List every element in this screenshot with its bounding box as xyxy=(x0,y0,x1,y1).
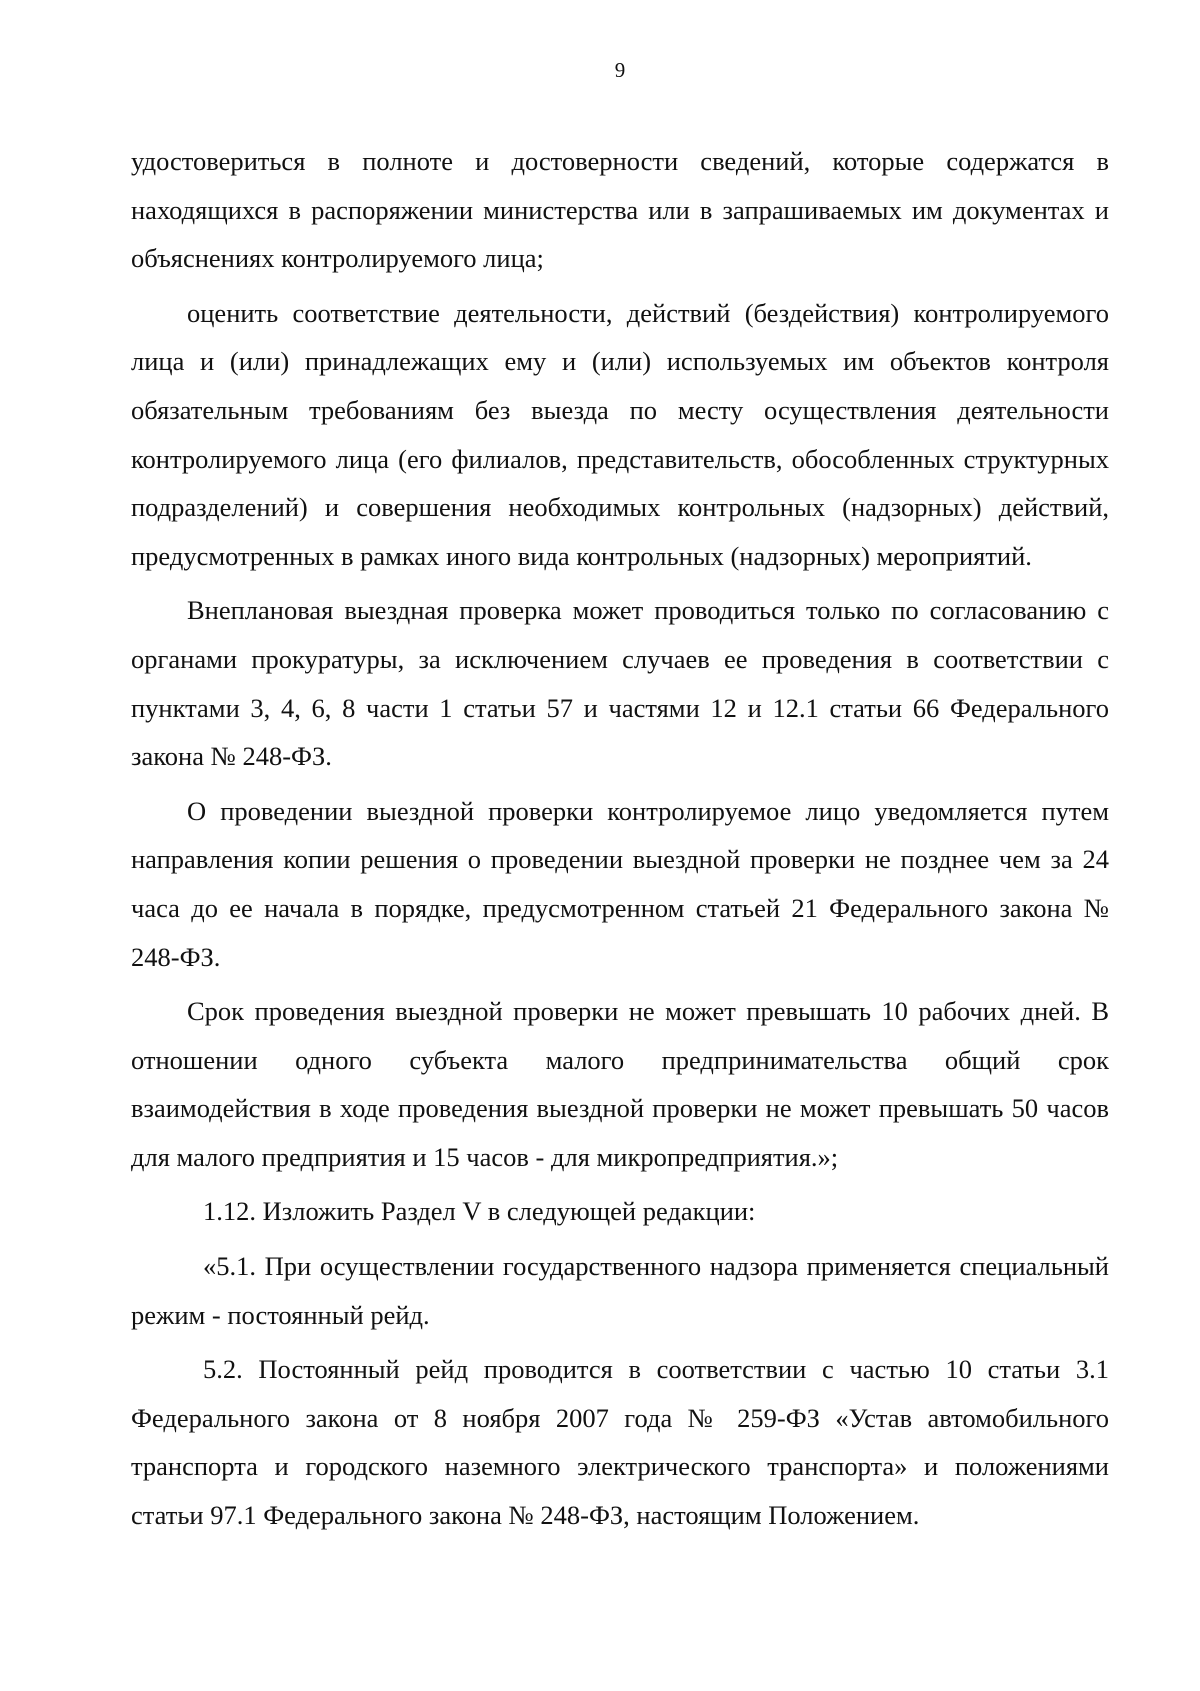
paragraph-unscheduled-inspection: Внеплановая выездная проверка может проводиться только по согласованию с органами прокуратуры, за исключением случаев ее проведения в соответствии с пунктами 3, 4, 6, 8 части 1 статьи 57 и частями 12 и 12.1 статьи 66 Федерального закона № 248-ФЗ. xyxy=(131,595,1109,772)
document-body xyxy=(131,137,1109,1546)
paragraph-assess-compliance: оценить соответствие деятельности, действий (бездействия) контролируемого лица и (или) принадлежащих ему и (или) используемых им объектов контроля обязательным требованиям без выезда по месту осуществления деятельности контролируемого лица (его филиалов, представительств, обособленных структурных подразделений) и совершения необходимых контрольных (надзорных) действий, предусмотренных в рамках иного вида контрольных (надзорных) мероприятий. xyxy=(131,297,1109,571)
page-number: 9 xyxy=(614,58,626,82)
paragraph-section-5-1: «5.1. При осуществлении государственного надзора применяется специальный режим - постоянный рейд. xyxy=(131,1251,1109,1330)
paragraph-inspection-term: Срок проведения выездной проверки не может превышать 10 рабочих дней. В отношении одного субъекта малого предпринимательства общий срок взаимодействия в ходе проведения выездной проверки не может превышать 50 часов для малого предприятия и 15 часов - для микропредприятия.»; xyxy=(131,996,1109,1172)
paragraph-continuation: удостовериться в полноте и достоверности сведений, которые содержатся в находящихся в распоряжении министерства или в запрашиваемых им документах и объяснениях контролируемого лица; xyxy=(131,146,1109,274)
paragraph-inspection-notice: О проведении выездной проверки контролируемое лицо уведомляется путем направления копии решения о проведении выездной проверки не позднее чем за 24 часа до ее начала в порядке, предусмотренном статьей 21 Федерального закона № 248-ФЗ. xyxy=(131,795,1109,972)
paragraph-amendment-1-12: 1.12. Изложить Раздел V в следующей редакции: xyxy=(203,1196,756,1227)
paragraph-section-5-2: 5.2. Постоянный рейд проводится в соответствии с частью 10 статьи 3.1 Федерального закона от 8 ноября 2007 года № 259-ФЗ «Устав автомобильного транспорта и городского наземного электрического транспорта» и положениями статьи 97.1 Федерального закона № 248-ФЗ, настоящим Положением. xyxy=(131,1354,1109,1531)
